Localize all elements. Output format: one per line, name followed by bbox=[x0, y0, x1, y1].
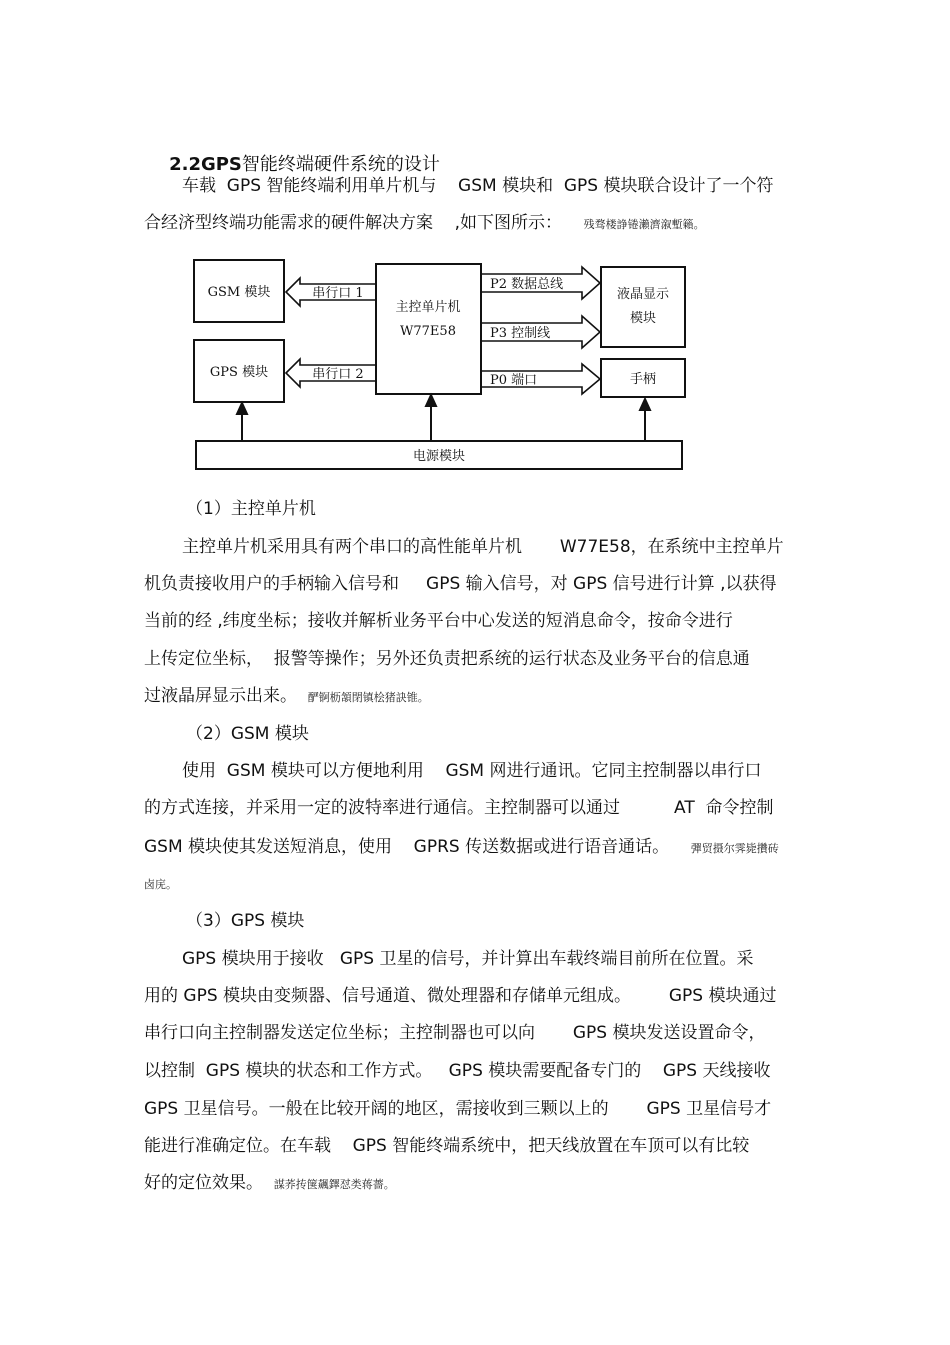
lcd-module-box bbox=[601, 267, 685, 347]
handset-label: 手柄 bbox=[629, 372, 657, 387]
gps-module-label: GPS 模块 bbox=[209, 365, 269, 380]
sec3-line-5: GPS 卫星信号。一般在比较开阔的地区，需接收到三颗以上的 GPS 卫星信号才 bbox=[144, 1099, 772, 1119]
hardware-block-diagram bbox=[190, 255, 690, 475]
sec3-line-4: 以控制 GPS 模块的状态和工作方式。 GPS 模块需要配备专门的 GPS 天线接收 bbox=[144, 1061, 771, 1081]
intro-line-2 bbox=[144, 212, 705, 236]
sec3-note: 謀荞抟箧飆鐸怼类蒋薔。 bbox=[273, 1178, 395, 1191]
lcd-label-1: 液晶显示 bbox=[616, 287, 670, 302]
sec3-line-3: 串行口向主控制器发送定位坐标；主控制器也可以向 GPS 模块发送设置命令， bbox=[144, 1023, 766, 1043]
serial1-label: 串行口 1 bbox=[312, 286, 364, 301]
sec1-line-1: 主控单片机采用具有两个串口的高性能单片机 W77E58，在系统中主控单片 bbox=[182, 537, 784, 557]
sec1-line-3: 当前的经 ,纬度坐标；接收并解析业务平台中心发送的短消息命令，按命令进行 bbox=[144, 611, 733, 631]
sec2-note-2: 卤庑。 bbox=[144, 878, 177, 891]
p0-port-label: P0 端口 bbox=[490, 373, 538, 388]
intro-line-2-text: 合经济型终端功能需求的硬件解决方案 ,如下图所示： bbox=[144, 213, 563, 233]
sec2-line-1: 使用 GSM 模块可以方便地利用 GSM 网进行通讯。它同主控制器以串行口 bbox=[182, 761, 762, 781]
serial2-label: 串行口 2 bbox=[312, 367, 364, 382]
sec3-title: （3）GPS 模块 bbox=[186, 911, 305, 931]
p3-ctrl-label: P3 控制线 bbox=[490, 326, 551, 341]
sec1-line-5-text: 过液晶屏显示出来。 bbox=[144, 686, 297, 706]
sec2-note-1: 彈贸摄尔霁毙攢砖 bbox=[690, 842, 779, 855]
lcd-label-2: 模块 bbox=[629, 311, 657, 326]
sec3-line-2: 用的 GPS 模块由变频器、信号通道、微处理器和存储单元组成。 GPS 模块通过 bbox=[144, 986, 777, 1006]
gsm-module-label: GSM 模块 bbox=[207, 285, 271, 300]
sec1-title: （1）主控单片机 bbox=[186, 499, 316, 519]
intro-note: 残骛楼諍锩瀨濟溆塹籟。 bbox=[583, 218, 705, 231]
sec1-note: 酽锕枥頷閉镇桧猪訣锥。 bbox=[307, 691, 429, 704]
sec1-line-5 bbox=[144, 685, 429, 709]
intro-line-1: 车载 GPS 智能终端利用单片机与 GSM 模块和 GPS 模块联合设计了一个符 bbox=[182, 176, 774, 196]
heading-number: 2.2GPS bbox=[169, 154, 242, 175]
sec1-line-4: 上传定位坐标， 报警等操作；另外还负责把系统的运行状态及业务平台的信息通 bbox=[144, 649, 750, 669]
mcu-label-1: 主控单片机 bbox=[395, 300, 461, 315]
sec2-line-3-text: GSM 模块使其发送短消息，使用 GPRS 传送数据或进行语音通话。 bbox=[144, 837, 670, 857]
sec3-line-7 bbox=[144, 1172, 395, 1196]
sec2-line-2: 的方式连接，并采用一定的波特率进行通信。主控制器可以通过 AT 命令控制 bbox=[144, 798, 774, 818]
heading-title: 智能终端硬件系统的设计 bbox=[241, 154, 440, 175]
power-module-label: 电源模块 bbox=[412, 449, 466, 464]
sec2-title: （2）GSM 模块 bbox=[186, 724, 309, 744]
mcu-label-2: W77E58 bbox=[400, 324, 456, 339]
sec3-line-1: GPS 模块用于接收 GPS 卫星的信号，并计算出车载终端目前所在位置。采 bbox=[182, 949, 754, 969]
sec2-line-3 bbox=[144, 836, 779, 860]
sec3-line-6: 能进行准确定位。在车载 GPS 智能终端系统中，把天线放置在车顶可以有比较 bbox=[144, 1136, 750, 1156]
sec3-line-7-text: 好的定位效果。 bbox=[144, 1173, 263, 1193]
p2-bus-label: P2 数据总线 bbox=[490, 277, 564, 292]
sec1-line-2: 机负责接收用户的手柄输入信号和 GPS 输入信号，对 GPS 信号进行计算 ,以获得 bbox=[144, 574, 777, 594]
